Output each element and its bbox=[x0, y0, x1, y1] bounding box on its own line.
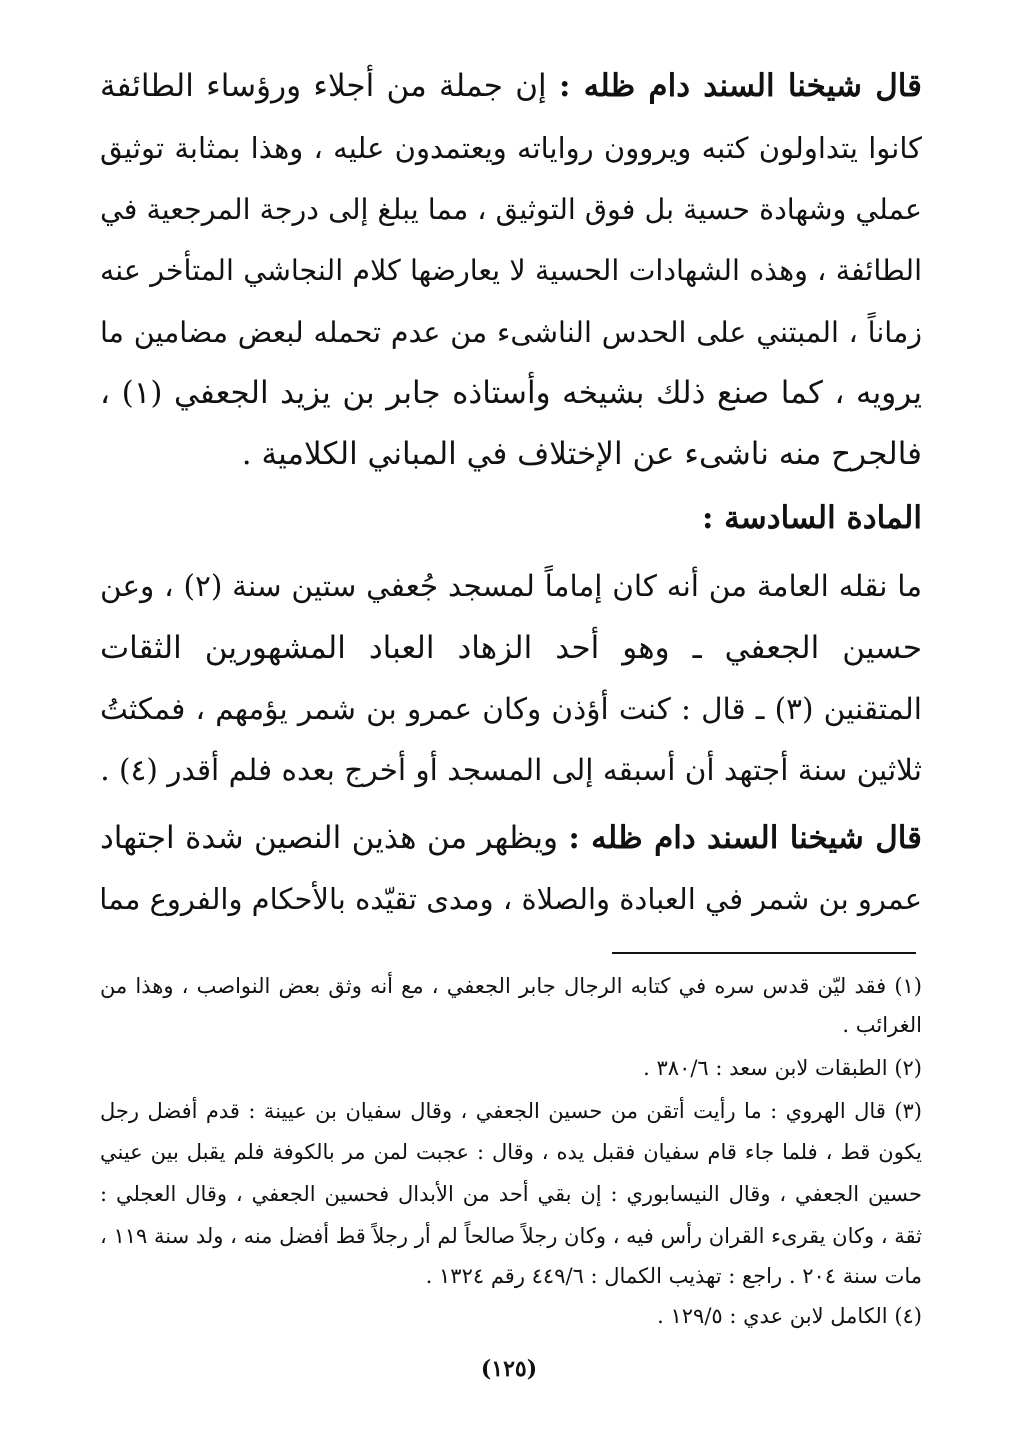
body-text: إن جملة من أجلاء ورؤساء الطائفة bbox=[100, 68, 559, 104]
body-line bbox=[100, 689, 922, 735]
body-line bbox=[100, 373, 922, 419]
footnote-line: يكون قط ، فلما جاء قام سفيان فقبل يده ، وقال : عجبت لمن مر بالكوفة فلم يقبل بين عيني bbox=[100, 1140, 922, 1164]
body-text: حسين الجعفي ـ وهو أحد الزهاد العباد المشهورين الثقات bbox=[100, 630, 922, 666]
body-line bbox=[100, 750, 922, 796]
speaker-lead: قال شيخنا السند دام ظله : bbox=[568, 820, 922, 856]
body-line bbox=[100, 628, 922, 674]
body-line bbox=[100, 251, 922, 297]
body-text: ويظهر من هذين النصين شدة اجتهاد bbox=[100, 820, 569, 856]
body-line bbox=[100, 128, 922, 174]
body-line bbox=[100, 566, 922, 612]
body-text: يرويه ، كما صنع ذلك بشيخه وأستاذه جابر بن يزيد الجعفي (١) ، bbox=[100, 375, 922, 411]
body-line bbox=[100, 879, 922, 925]
footnote-line: مات سنة ٢٠٤ . راجع : تهذيب الكمال : ٤٤٩/٦ رقم ١٣٢٤ . bbox=[425, 1264, 922, 1288]
body-text: زماناً ، المبتني على الحدس الناشىء من عدم تحمله لبعض مضامين ما bbox=[100, 316, 922, 349]
speaker-lead: قال شيخنا السند دام ظله : bbox=[558, 68, 923, 104]
body-line bbox=[100, 818, 922, 864]
body-text: المتقنين (٣) ـ قال : كنت أؤذن وكان عمرو بن شمر يؤمهم ، فمكثتُ bbox=[100, 692, 922, 726]
body-text: ما نقله العامة من أنه كان إماماً لمسجد جُعفي ستين سنة (٢) ، وعن bbox=[100, 569, 923, 603]
body-text: كانوا يتداولون كتبه ويروون رواياته ويعتمدون عليه ، وهذا بمثابة توثيق bbox=[100, 131, 922, 165]
body-text: فالجرح منه ناشىء عن الإختلاف في المباني الكلامية . bbox=[241, 436, 922, 472]
footnote-line: (١) فقد ليّن قدس سره في كتابه الرجال جابر الجعفي ، مع أنه وثق بعض النواصب ، وهذا من bbox=[100, 974, 922, 998]
body-text: ثلاثين سنة أجتهد أن أسبقه إلى المسجد أو أخرج بعده فلم أقدر (٤) . bbox=[100, 753, 922, 787]
body-line bbox=[100, 313, 922, 359]
footnote-line: (٢) الطبقات لابن سعد : ٣٨٠/٦ . bbox=[643, 1056, 922, 1080]
footnote-separator bbox=[612, 952, 916, 954]
page-number: (١٢٥) bbox=[480, 1356, 538, 1382]
body-line bbox=[100, 66, 922, 112]
body-text: عمرو بن شمر في العبادة والصلاة ، ومدى تقيّده بالأحكام والفروع مما bbox=[99, 882, 922, 916]
footnote-line: (٣) قال الهروي : ما رأيت أتقن من حسين الجعفي ، وقال سفيان بن عيينة : قدم أفضل رجل bbox=[100, 1099, 922, 1123]
body-line bbox=[100, 434, 922, 480]
section-heading: المادة السادسة : bbox=[701, 500, 922, 536]
footnote-line: (٤) الكامل لابن عدي : ١٢٩/٥ . bbox=[657, 1304, 922, 1328]
footnote-line: ثقة ، وكان يقرىء القران رأس فيه ، وكان رجلاً صالحاً لم أر رجلاً قط أفضل منه ، ولد سنة ١١٩ ، bbox=[100, 1224, 923, 1248]
footnote-line: الغرائب . bbox=[842, 1013, 922, 1037]
footnote-line: حسين الجعفي ، وقال النيسابوري : إن بقي أحد من الأبدال فحسين الجعفي ، وقال العجلي : bbox=[100, 1182, 922, 1206]
body-text: الطائفة ، وهذه الشهادات الحسية لا يعارضها كلام النجاشي المتأخر عنه bbox=[100, 254, 922, 287]
body-line bbox=[100, 190, 922, 236]
body-text: عملي وشهادة حسية بل فوق التوثيق ، مما يبلغ إلى درجة المرجعية في bbox=[100, 193, 922, 226]
